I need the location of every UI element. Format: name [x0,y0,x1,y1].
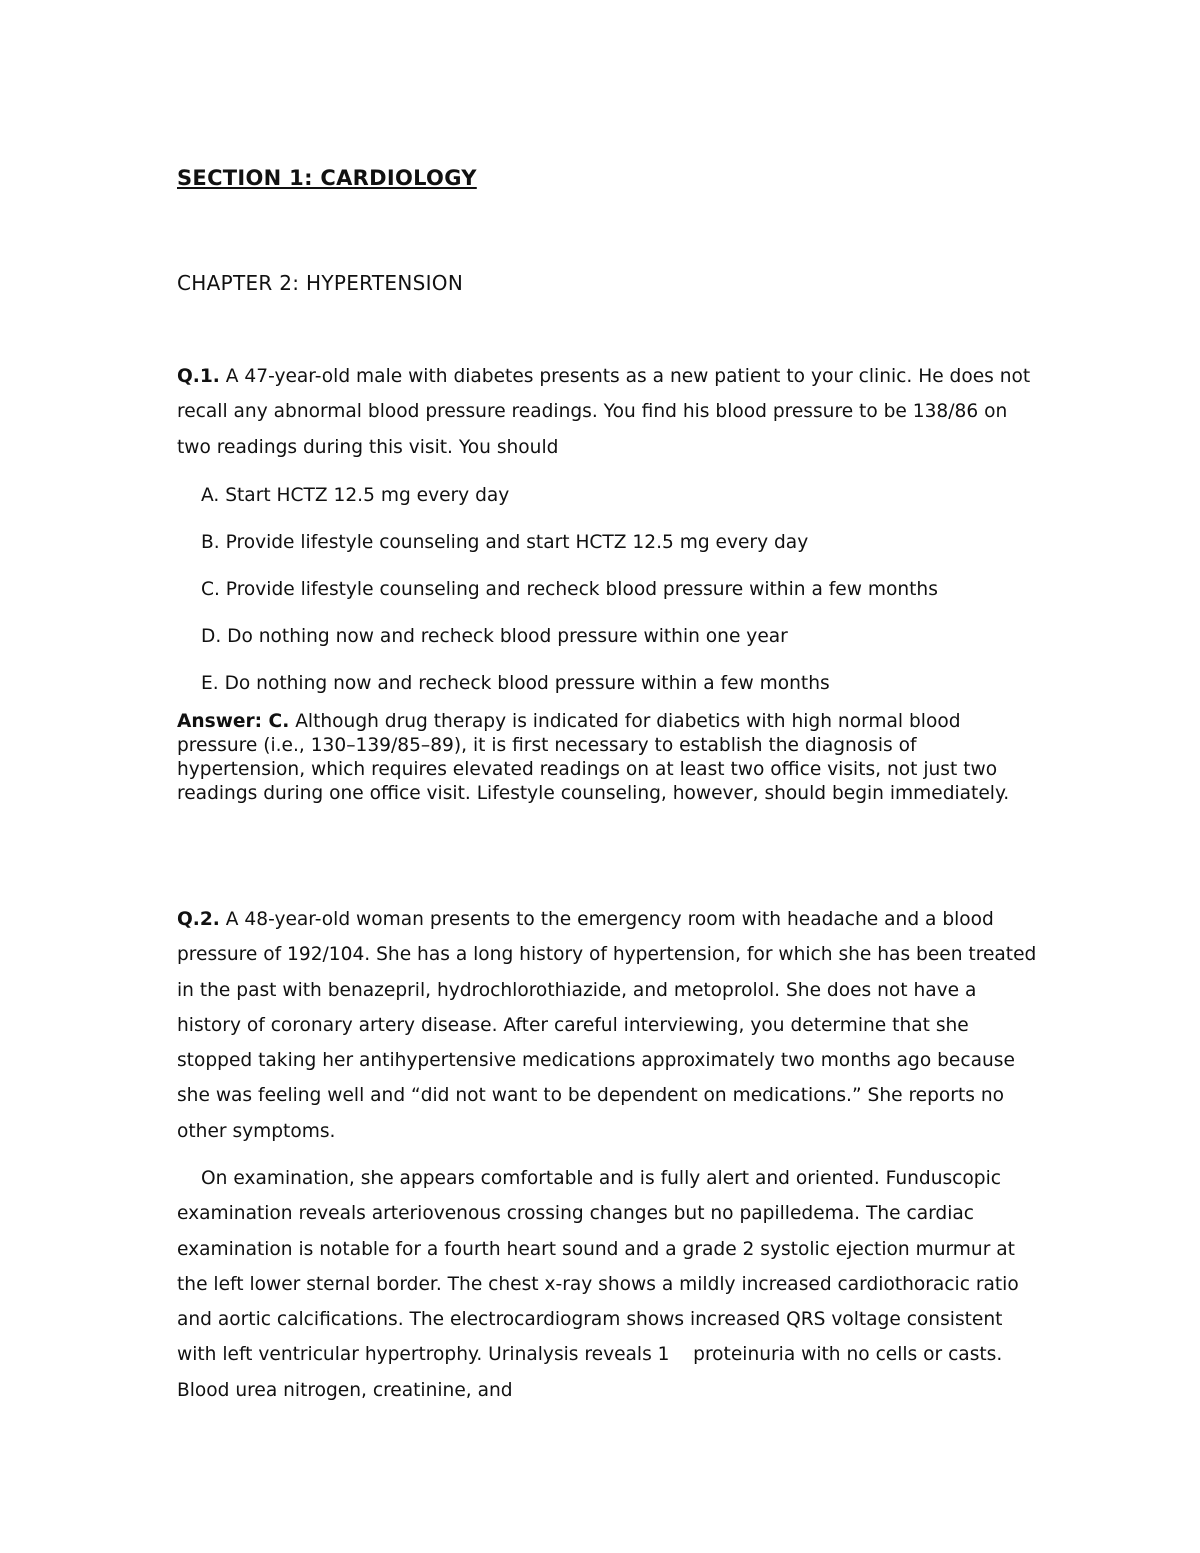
choice-c: C. Provide lifestyle counseling and recheck blood pressure within a few months [201,579,938,600]
chapter-title: CHAPTER 2: HYPERTENSION [177,271,464,295]
question-1-stem [177,359,1037,465]
choice-e: E. Do nothing now and recheck blood pressure within a few months [201,673,830,694]
question-2-number: Q.2. [177,909,220,930]
question-1-answer [177,710,1037,806]
question-1-number: Q.1. [177,366,220,387]
question-1-choices [201,478,938,713]
choice-b: B. Provide lifestyle counseling and start HCTZ 12.5 mg every day [201,532,809,553]
question-2-stem [177,902,1037,1149]
question-2-continuation: On examination, she appears comfortable and is fully alert and oriented. Funduscopic examination reveals arteriovenous crossing changes but no papilledema. The cardiac examination is notable for a fourth heart sound and a grade 2 systolic ejection murmur at the left lower sternal border. The chest x-ray shows a mildly increased cardiothoracic ratio and aortic calcifications. The electrocardiogram shows increased QRS voltage consistent with left ventricular hypertrophy. Urinalysis reveals 1 proteinuria with no cells or casts. Blood urea nitrogen, creatinine, and [177,1168,1025,1401]
question-1-text: A 47-year-old male with diabetes presents as a new patient to your clinic. He does not recall any abnormal blood pressure readings. You find his blood pressure to be 138/86 on two readings during this visit. You should [177,366,1031,458]
answer-label: Answer: C. [177,711,290,732]
choice-a: A. Start HCTZ 12.5 mg every day [201,485,510,506]
question-2-text: A 48-year-old woman presents to the emergency room with headache and a blood pressure of 192/104. She has a long history of hypertension, for which she has been treated in the past with benazepril, hydrochlorothiazide, and metoprolol. She does not have a history of coronary artery disease. After careful interviewing, you determine that she stopped taking her antihypertensive medications approximately two months ago because she was feeling well and “did not want to be dependent on medications.” She reports no other symptoms. [177,909,1037,1142]
section-title: SECTION 1: CARDIOLOGY [177,166,477,190]
answer-explanation: Although drug therapy is indicated for diabetics with high normal blood pressure (i.e., 130–139/85–89), it is first necessary to establish the diagnosis of hypertension, which requires elevated readings on at least two office visits, not just two readings during one office visit. Lifestyle counseling, however, should begin immediately. [177,711,1010,804]
choice-d: D. Do nothing now and recheck blood pressure within one year [201,626,788,647]
